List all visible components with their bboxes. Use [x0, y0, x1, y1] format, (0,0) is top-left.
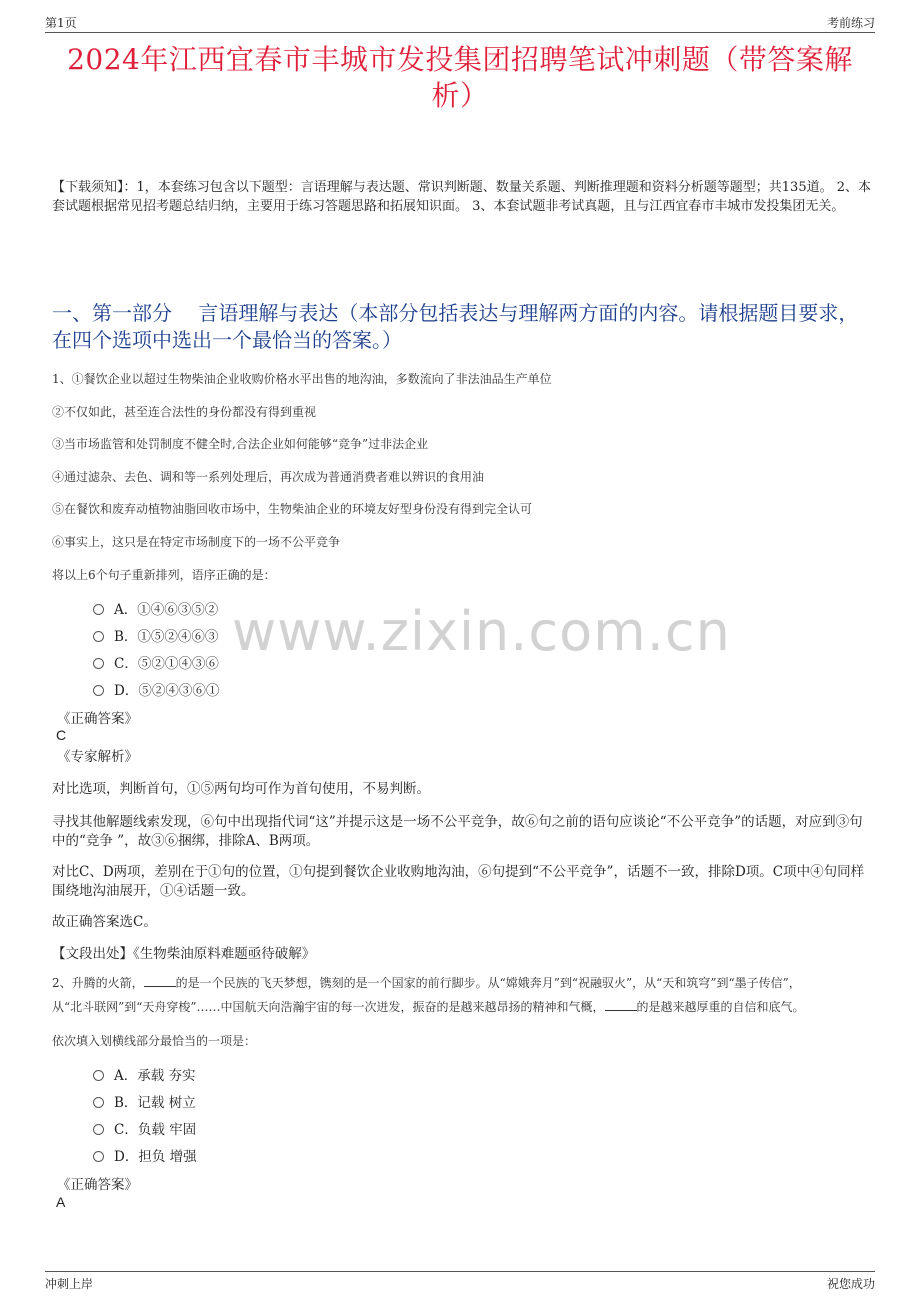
q1-sentence-1: 1、①餐饮企业以超过生物柴油企业收购价格水平出售的地沟油，多数流向了非法油品生产单位 — [52, 372, 552, 386]
q1-sentence-2: ②不仅如此，甚至连合法性的身份都没有得到重视 — [52, 405, 317, 419]
q2-option-a[interactable]: A．承载 夯实 — [93, 1067, 196, 1085]
q1-analysis-3: 对比C、D两项，差别在于①句的位置，①句提到餐饮企业收购地沟油，⑥句提到“不公平竞争”，话题不一致，排除D项。C项中④句同样围绕地沟油展开，①④话题一致。 — [52, 864, 865, 899]
header-tag: 考前练习 — [826, 16, 875, 30]
q1-source: 【文段出处】《生物柴油原料难题亟待破解》 — [52, 946, 316, 962]
radio-icon[interactable] — [93, 1151, 104, 1162]
q1-prompt: 将以上6个句子重新排列，语序正确的是： — [52, 568, 276, 582]
q1-option-b[interactable]: B．①⑤②④⑥③ — [93, 628, 218, 646]
page-number: 第1页 — [45, 16, 77, 30]
q1-analysis-4: 故正确答案选C。 — [52, 914, 157, 930]
footer-left-text: 冲刺上岸 — [45, 1277, 94, 1291]
radio-icon[interactable] — [93, 604, 104, 615]
q1-answer-label: 《正确答案》 — [57, 711, 138, 727]
radio-icon[interactable] — [93, 1070, 104, 1081]
q1-option-c[interactable]: C．⑤②①④③⑥ — [93, 655, 219, 673]
q1-sentence-6: ⑥事实上，这只是在特定市场制度下的一场不公平竞争 — [52, 535, 341, 549]
watermark: www.zixin.com.cn — [232, 600, 731, 663]
q2-option-c[interactable]: C．负载 牢固 — [93, 1121, 196, 1139]
q2-stem-line-1: 2、升腾的火箭， 的是一个民族的飞天梦想，镌刻的是一个国家的前行脚步。从“嫦娥奔月”到“祝融驭火”，从“天和筑穹”到“墨子传信”， — [52, 976, 801, 990]
q1-analysis-2: 寻找其他解题线索发现，⑥句中出现指代词“这”并提示这是一场不公平竞争，故⑥句之前的语句应谈论“不公平竞争”的话题，对应到③句中的“竞争 ”，故③⑥捆绑，排除A、B两项。 — [52, 814, 863, 849]
document-title: 2024年江西宜春市丰城市发投集团招聘笔试冲刺题（带答案解析） — [67, 43, 853, 112]
footer-right-text: 祝您成功 — [826, 1277, 875, 1291]
section-heading: 一、第一部分 言语理解与表达（本部分包括表达与理解两方面的内容。请根据题目要求，在四个选项中选出一个最恰当的答案。） — [52, 301, 859, 352]
fill-blank-1 — [144, 974, 176, 987]
q1-sentence-4: ④通过滤杂、去色、调和等一系列处理后，再次成为普通消费者难以辨识的食用油 — [52, 470, 485, 484]
page-header — [45, 12, 875, 33]
q2-prompt: 依次填入划横线部分最恰当的一项是： — [52, 1034, 257, 1048]
radio-icon[interactable] — [93, 1124, 104, 1135]
q1-option-d[interactable]: D．⑤②④③⑥① — [93, 682, 219, 700]
download-notice: 【下载须知】：1，本套练习包含以下题型：言语理解与表达题、常识判断题、数量关系题、判断推理题和资料分析题等题型；共135道。 2、本套试题根据常见招考题总结归纳，主要用于练习答题思路和拓展知识面。 3、本套试题非考试真题，且与江西宜春市丰城市发投集团无关。 — [52, 180, 871, 214]
q2-answer: A — [56, 1194, 66, 1210]
q1-sentence-3: ③当市场监管和处罚制度不健全时,合法企业如何能够“竞争”过非法企业 — [52, 437, 429, 451]
fill-blank-2 — [605, 998, 637, 1011]
page-footer — [45, 1271, 875, 1292]
q1-analysis-label: 《专家解析》 — [57, 749, 138, 765]
q2-answer-label: 《正确答案》 — [57, 1177, 138, 1193]
q2-stem-line-2: 从“北斗联网”到“天舟穿梭”……中国航天向浩瀚宇宙的每一次迸发，振奋的是越来越昂扬的精神和气概， 的是越来越厚重的自信和底气。 — [52, 1000, 805, 1014]
radio-icon[interactable] — [93, 1097, 104, 1108]
q1-analysis-1: 对比选项，判断首句，①⑤两句均可作为首句使用，不易判断。 — [52, 781, 430, 797]
q2-option-d[interactable]: D．担负 增强 — [93, 1148, 197, 1166]
q1-option-a[interactable]: A．①④⑥③⑤② — [93, 601, 218, 619]
q2-option-b[interactable]: B．记载 树立 — [93, 1094, 196, 1112]
radio-icon[interactable] — [93, 631, 104, 642]
q1-sentence-5: ⑤在餐饮和废弃动植物油脂回收市场中，生物柴油企业的环境友好型身份没有得到完全认可 — [52, 502, 533, 516]
radio-icon[interactable] — [93, 658, 104, 669]
radio-icon[interactable] — [93, 685, 104, 696]
q1-answer: C — [56, 727, 67, 743]
